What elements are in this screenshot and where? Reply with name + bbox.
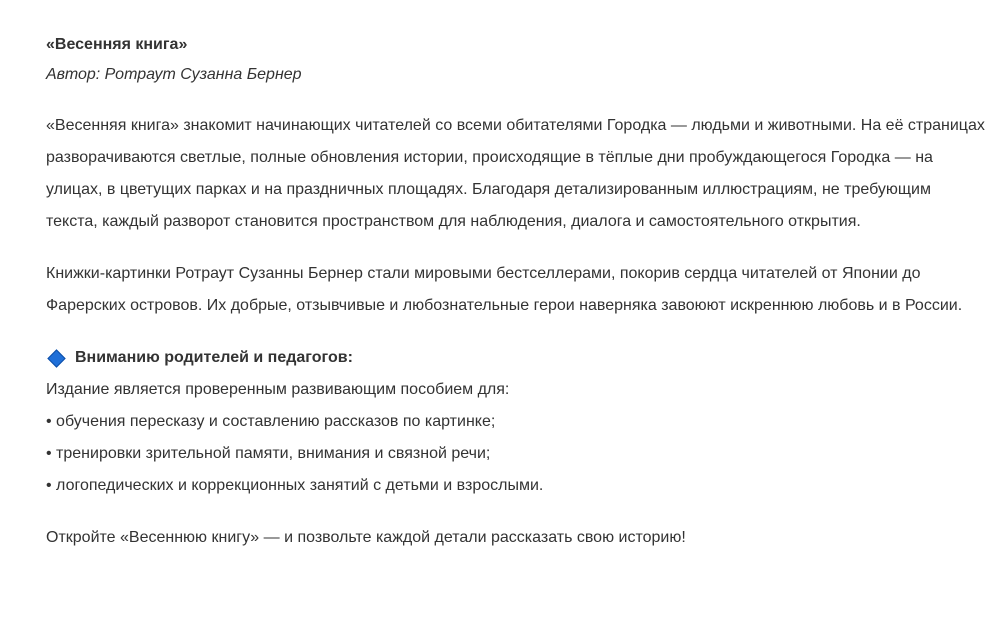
section-heading [46,342,986,374]
description-paragraph-1: «Весенняя книга» знакомит начинающих читателей со всеми обитателями Городка — людьми и животными. На её страницах разворачиваются светлые, полные обновления истории, происходящие в тёплые дни пробуждающегося Городка — на улицах, в цветущих парках и на праздничных площадях. Благодаря детализированным иллюстрациям, не требующим текста, каждый разворот становится пространством для наблюдения, диалога и самостоятельного открытия. [46,117,985,230]
closing-text: Откройте «Весеннюю книгу» — и позвольте каждой детали рассказать свою историю! [46,529,686,546]
list-item: • тренировки зрительной памяти, внимания и связной речи; [46,445,491,462]
book-author: Автор: Ротраут Сузанна Бернер [46,66,302,83]
description-paragraph-2: Книжки-картинки Ротраут Сузанны Бернер стали мировыми бестселлерами, покорив сердца читателей от Японии до Фарерских островов. Их добрые, отзывчивые и любознательные герои наверняка завоюют искреннюю любовь и в России. [46,265,963,314]
section-intro: Издание является проверенным развивающим пособием для: [46,381,510,398]
benefits-list [46,406,986,502]
blue-diamond-icon [47,349,65,367]
section-heading-text: Вниманию родителей и педагогов: [75,349,353,366]
book-title: «Весенняя книга» [46,36,188,53]
product-description [46,30,986,554]
list-item: • логопедических и коррекционных занятий с детьми и взрослыми. [46,477,544,494]
list-item: • обучения пересказу и составлению рассказов по картинке; [46,413,496,430]
